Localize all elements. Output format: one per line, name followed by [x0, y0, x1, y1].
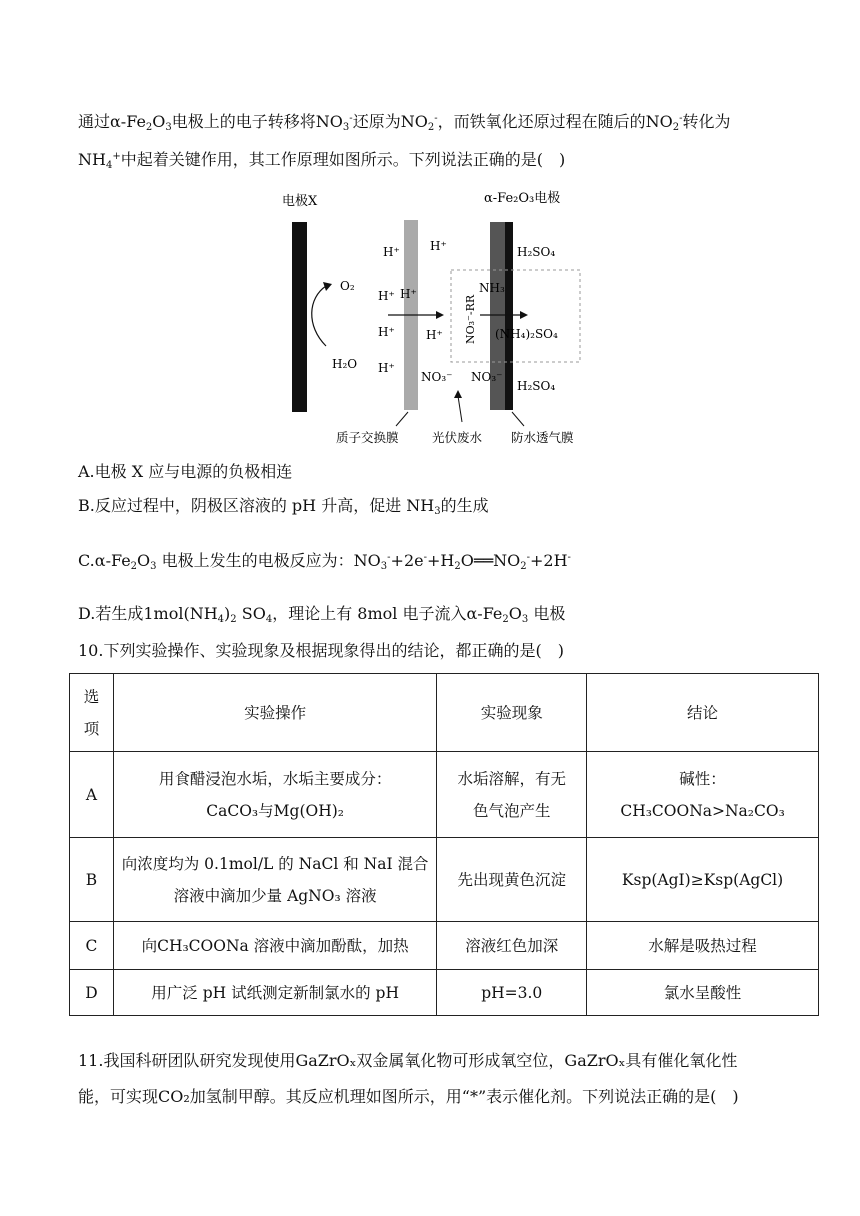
membrane-label: 质子交换膜	[336, 430, 399, 445]
row-operation: 向CH₃COONa 溶液中滴加酚酞，加热	[113, 922, 436, 970]
fe2o3-electrode-label: α-Fe₂O₃电极	[484, 191, 561, 206]
table-header-row	[70, 674, 819, 752]
electrode-x	[292, 222, 307, 412]
row-label: A	[70, 752, 114, 838]
waterproof-membrane	[505, 222, 513, 410]
table-row	[70, 922, 819, 970]
table-row	[70, 752, 819, 838]
experiment-table	[69, 673, 819, 1016]
row-conclusion: 氯水呈酸性	[587, 970, 819, 1016]
row-phenomenon: pH=3.0	[437, 970, 587, 1016]
row-phenomenon: 水垢溶解，有无 色气泡产生	[437, 752, 587, 838]
q11-stem-line1: 11.我国科研团队研究发现使用GaZrOₓ双金属氧化物可形成氧空位，GaZrOₓ具有催化氧化性	[78, 1051, 738, 1070]
q10-stem: 10.下列实验操作、实验现象及根据现象得出的结论，都正确的是( )	[78, 641, 564, 660]
row-conclusion: 水解是吸热过程	[587, 922, 819, 970]
row-conclusion: 碱性： CH₃COONa>Na₂CO₃	[587, 752, 819, 838]
nh3-label: NH₃	[479, 281, 505, 295]
h-plus-5: H⁺	[378, 325, 395, 339]
q11-stem-line2: 能，可实现CO₂加氢制甲醇。其反应机理如图所示，用“*”表示催化剂。下列说法正确的是( )	[78, 1087, 739, 1106]
header-operation: 实验操作	[113, 674, 436, 752]
header-option: 选 项	[70, 674, 114, 752]
ammonium-sulfate-label: (NH₄)₂SO₄	[495, 327, 558, 341]
table-row	[70, 970, 819, 1016]
header-phenomenon: 实验现象	[437, 674, 587, 752]
h-plus-2: H⁺	[430, 239, 447, 253]
row-label: D	[70, 970, 114, 1016]
q9-stem-line2: $NH_4^+$中起着关键作用，其工作原理如图所示。下列说法正确的是( )	[78, 150, 566, 171]
table-row	[70, 838, 819, 922]
h-plus-7: H⁺	[378, 361, 395, 375]
row-conclusion: Ksp(AgI)≥Ksp(AgCl)	[587, 838, 819, 922]
q9-option-d: D.若生成$1mol(NH_4)_2$ $SO_4$，理论上有 8mol 电子流入$\alpha-Fe_2O_3$ 电极	[78, 604, 566, 625]
h-plus-4: H⁺	[400, 287, 417, 301]
h2so4-top: H₂SO₄	[517, 245, 556, 259]
h2o-label: H₂O	[332, 357, 358, 371]
row-label: B	[70, 838, 114, 922]
electrolysis-diagram	[276, 186, 606, 448]
row-operation: 向浓度均为 0.1mol/L 的 NaCl 和 NaI 混合 溶液中滴加少量 AgNO₃ 溶液	[113, 838, 436, 922]
h-plus-3: H⁺	[378, 289, 395, 303]
row-phenomenon: 先出现黄色沉淀	[437, 838, 587, 922]
row-label: C	[70, 922, 114, 970]
row-operation: 用广泛 pH 试纸测定新制氯水的 pH	[113, 970, 436, 1016]
h2so4-bottom: H₂SO₄	[517, 379, 556, 393]
waterproof-membrane-label: 防水透气膜	[511, 430, 574, 445]
no3-right: NO₃⁻	[471, 370, 503, 384]
no3rr-label: NO₃⁻-RR	[464, 294, 477, 344]
q9-option-a: A.电极 X 应与电源的负极相连	[78, 462, 293, 481]
no3-left: NO₃⁻	[421, 370, 453, 384]
q9-option-b: B.反应过程中，阴极区溶液的 pH 升高，促进 $NH_3$的生成	[78, 496, 489, 517]
header-conclusion: 结论	[587, 674, 819, 752]
q9-stem-line1: 通过$\alpha-Fe_2O_3$电极上的电子转移将$NO_3^-$还原为$NO_2^-$，而铁氧化还原过程在随后的$NO_2^-$转化为	[78, 112, 731, 133]
o2-label: O₂	[340, 279, 355, 293]
electrode-x-label: 电极X	[282, 194, 318, 209]
pv-wastewater-label: 光伏废水	[432, 430, 483, 445]
row-phenomenon: 溶液红色加深	[437, 922, 587, 970]
q9-option-c: $C.\alpha-Fe_2O_3$ 电极上发生的电极反应为：$NO_3^-+2e^-+H_2O══NO_2^-+2H^-$	[78, 551, 571, 572]
h-plus-6: H⁺	[426, 328, 443, 342]
row-operation: 用食醋浸泡水垢，水垢主要成分： CaCO₃与Mg(OH)₂	[113, 752, 436, 838]
h-plus-1: H⁺	[383, 245, 400, 259]
